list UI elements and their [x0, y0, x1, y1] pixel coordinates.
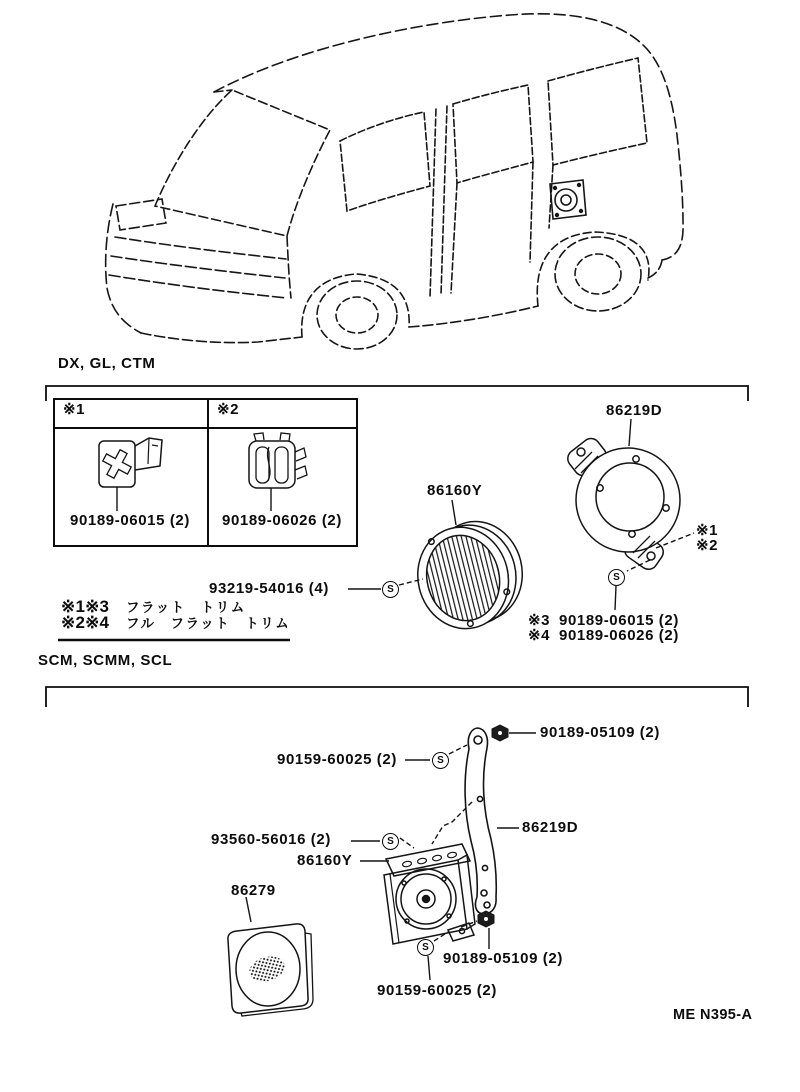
screw-symbol-letter: S	[437, 755, 444, 766]
screw-symbol-icon	[382, 581, 399, 598]
part-label-screw-top: 90159-60025 (2)	[277, 751, 397, 768]
part-label-screw-upper: 93219-54016 (4)	[209, 580, 329, 597]
grille-drawing-lower	[228, 924, 313, 1016]
part-label-screw-mid: 93560-56016 (2)	[211, 831, 331, 848]
part-label-screw-bottom: 90159-60025 (2)	[377, 982, 497, 999]
part-label-speaker-lower: 86160Y	[297, 852, 353, 869]
part-label-bracket-upper: 86219D	[606, 402, 663, 419]
variant-label-upper: DX, GL, CTM	[58, 355, 156, 372]
ref-label-3: ※3	[528, 612, 551, 629]
leader-lines-lower	[246, 733, 536, 980]
screw-symbol-icon	[432, 752, 449, 769]
clip-table-col2-part-number: 90189-06026 (2)	[222, 512, 342, 529]
part-label-nut-top: 90189-05109 (2)	[540, 724, 660, 741]
ref-label-1: ※1	[696, 522, 719, 539]
screw-symbol-letter: S	[422, 942, 429, 953]
part-label-nut-bottom: 90189-05109 (2)	[443, 950, 563, 967]
note-line2-refs: ※2※4	[61, 613, 110, 632]
screw-symbol-letter: S	[387, 836, 394, 847]
ref-label-4: ※4	[528, 627, 551, 644]
clip-table-header-line	[55, 427, 356, 429]
clip-table-col1-part-number: 90189-06015 (2)	[70, 512, 190, 529]
part-label-grille: 86279	[231, 882, 276, 899]
nut-icon-top	[492, 725, 508, 741]
screw-symbol-icon	[417, 939, 434, 956]
screw-symbol-letter: S	[613, 572, 620, 583]
part-label-brace-lower: 86219D	[522, 819, 579, 836]
nut-icon-bottom	[478, 911, 494, 927]
ref4-part-number: 90189-06026 (2)	[559, 627, 679, 644]
clip-table-col1-header: ※1	[63, 401, 86, 418]
drawing-code: ME N395-A	[673, 1007, 753, 1023]
speaker-drawing-upper	[407, 512, 534, 638]
ref-label-2: ※2	[696, 537, 719, 554]
note-line2-text: フル フラット トリム	[126, 616, 291, 631]
note-line1-refs: ※1※3	[61, 597, 110, 616]
variant-label-lower: SCM, SCMM, SCL	[38, 652, 173, 669]
strap-drawing-lower	[465, 728, 496, 914]
ref3-part-number: 90189-06015 (2)	[559, 612, 679, 629]
bracket-drawing-upper	[564, 435, 680, 573]
van-sketch-drawing	[106, 14, 683, 349]
clip-table-col2-header: ※2	[217, 401, 240, 418]
screw-symbol-icon	[608, 569, 625, 586]
screw-symbol-icon	[382, 833, 399, 850]
speaker-assembly-drawing-lower	[384, 844, 475, 944]
screw-symbol-letter: S	[387, 584, 394, 595]
van-speaker-marker-icon	[550, 180, 586, 219]
note-line1-text: フラット トリム	[126, 600, 246, 615]
part-label-speaker-upper: 86160Y	[427, 482, 483, 499]
